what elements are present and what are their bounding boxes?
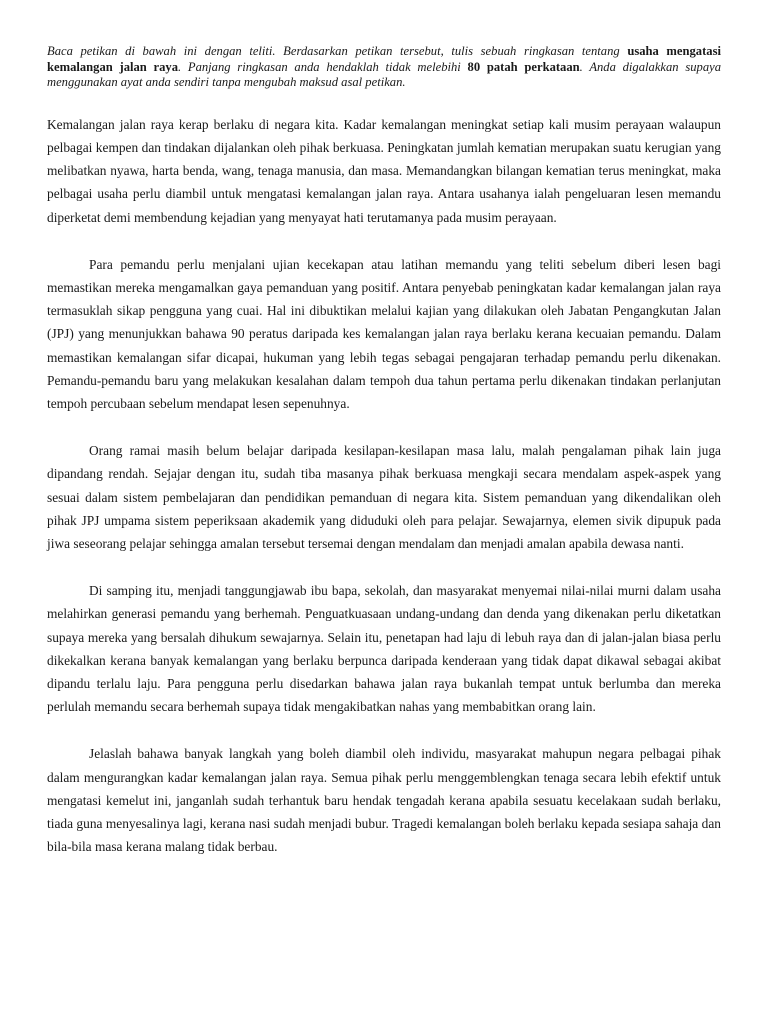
paragraph-1: Kemalangan jalan raya kerap berlaku di negara kita. Kadar kemalangan meningkat setiap kali musim perayaan walaupun pelbagai kempen dan tindakan dijalankan oleh pihak berkuasa. Peningkatan jumlah kematian merupakan suatu kerugian yang melibatkan nyawa, harta benda, wang, tenaga manusia, dan masa. Memandangkan bilangan kematian terus meningkat, maka pelbagai usaha perlu diambil untuk mengatasi kemalangan jalan raya. Antara usahanya ialah pengeluaran lesen memandu diperketat demi membendung kejadian yang menyayat hati terutamanya pada musim perayaan. xyxy=(47,116,721,225)
paragraph-5: Jelaslah bahawa banyak langkah yang boleh diambil oleh individu, masyarakat mahupun negara pelbagai pihak dalam mengurangkan kadar kemalangan jalan raya. Semua pihak perlu menggemblengkan tenaga secara lebih efektif untuk mengatasi kemelut ini, janganlah sudah terhantuk baru hendak tengadah kerana apabila sesuatu kecelakaan sudah berlaku, tiada guna menyesalinya lagi, kerana nasi sudah menjadi bubur. Tragedi kemalangan boleh berlaku kepada sesiapa sahaja dan bila-bila masa kerana malang tidak berbau. xyxy=(47,746,721,855)
paragraph-3: Orang ramai masih belum belajar daripada kesilapan-kesilapan masa lalu, malah pengalaman pihak lain juga dipandang rendah. Sejajar dengan itu, sudah tiba masanya pihak berkuasa mengkaji secara mendalam aspek-aspek yang sesuai dalam sistem pembelajaran dan pendidikan pemanduan di negara kita. Sistem pemanduan yang dikendalikan oleh pihak JPJ umpama sistem peperiksaan akademik yang diduduki oleh para pelajar. Sewajarnya, elemen sivik dipupuk pada jiwa seseorang pelajar sehingga amalan tersebut tersemai dengan mendalam dan menjadi amalan apabila dewasa nanti. xyxy=(47,443,721,552)
document-page xyxy=(47,44,721,882)
instruction-topic: usaha mengatasi kemalangan jalan raya xyxy=(47,44,721,74)
instruction-part-1: Baca petikan di bawah ini dengan teliti. Berdasarkan petikan tersebut, tulis sebuah ringkasan tentang xyxy=(47,44,628,58)
paragraph-4: Di samping itu, menjadi tanggungjawab ibu bapa, sekolah, dan masyarakat menyemai nilai-nilai murni dalam usaha melahirkan generasi pemandu yang berhemah. Penguatkuasaan undang-undang dan denda yang dikenakan perlu diketatkan supaya mereka yang bersalah dihukum sewajarnya. Selain itu, penetapan had laju di lebuh raya dan di jalan-jalan biasa perlu dikekalkan kerana banyak kemalangan yang berlaku berpunca daripada kenderaan yang tidak dapat dikawal sebagai akibat dipandu terlalu laju. Para pengguna perlu disedarkan bahawa jalan raya bukanlah tempat untuk berlumba dan mereka perlulah memandu secara berhemah supaya tidak mengakibatkan nahas yang membabitkan orang lain. xyxy=(47,583,721,715)
instruction-part-3: . Anda digalakkan supaya menggunakan ayat anda sendiri tanpa mengubah maksud asal petikan. xyxy=(47,59,722,90)
instruction-word-limit: 80 patah perkataan xyxy=(467,59,580,74)
instruction-text xyxy=(47,44,721,91)
instruction-part-2: . Panjang ringkasan anda hendaklah tidak melebihi xyxy=(178,59,468,74)
paragraph-2: Para pemandu perlu menjalani ujian kecekapan atau latihan memandu yang teliti sebelum diberi lesen bagi memastikan mereka mengamalkan gaya pemanduan yang positif. Antara penyebab peningkatan kadar kemalangan jalan raya termasuklah sikap pengguna yang cuai. Hal ini dibuktikan melalui kajian yang dilakukan oleh Jabatan Pengangkutan Jalan (JPJ) yang menunjukkan bahawa 90 peratus daripada kes kemalangan jalan raya berlaku kerana kecuaian pemandu. Dalam memastikan kemalangan sifar dicapai, hukuman yang lebih tegas sebagai pengajaran terhadap pemandu perlu dikenakan. Pemandu-pemandu baru yang melakukan kesalahan dalam tempoh dua tahun pertama perlu dikenakan tindakan perlanjutan tempoh percubaan sebelum mendapat lesen sepenuhnya. xyxy=(47,256,721,412)
